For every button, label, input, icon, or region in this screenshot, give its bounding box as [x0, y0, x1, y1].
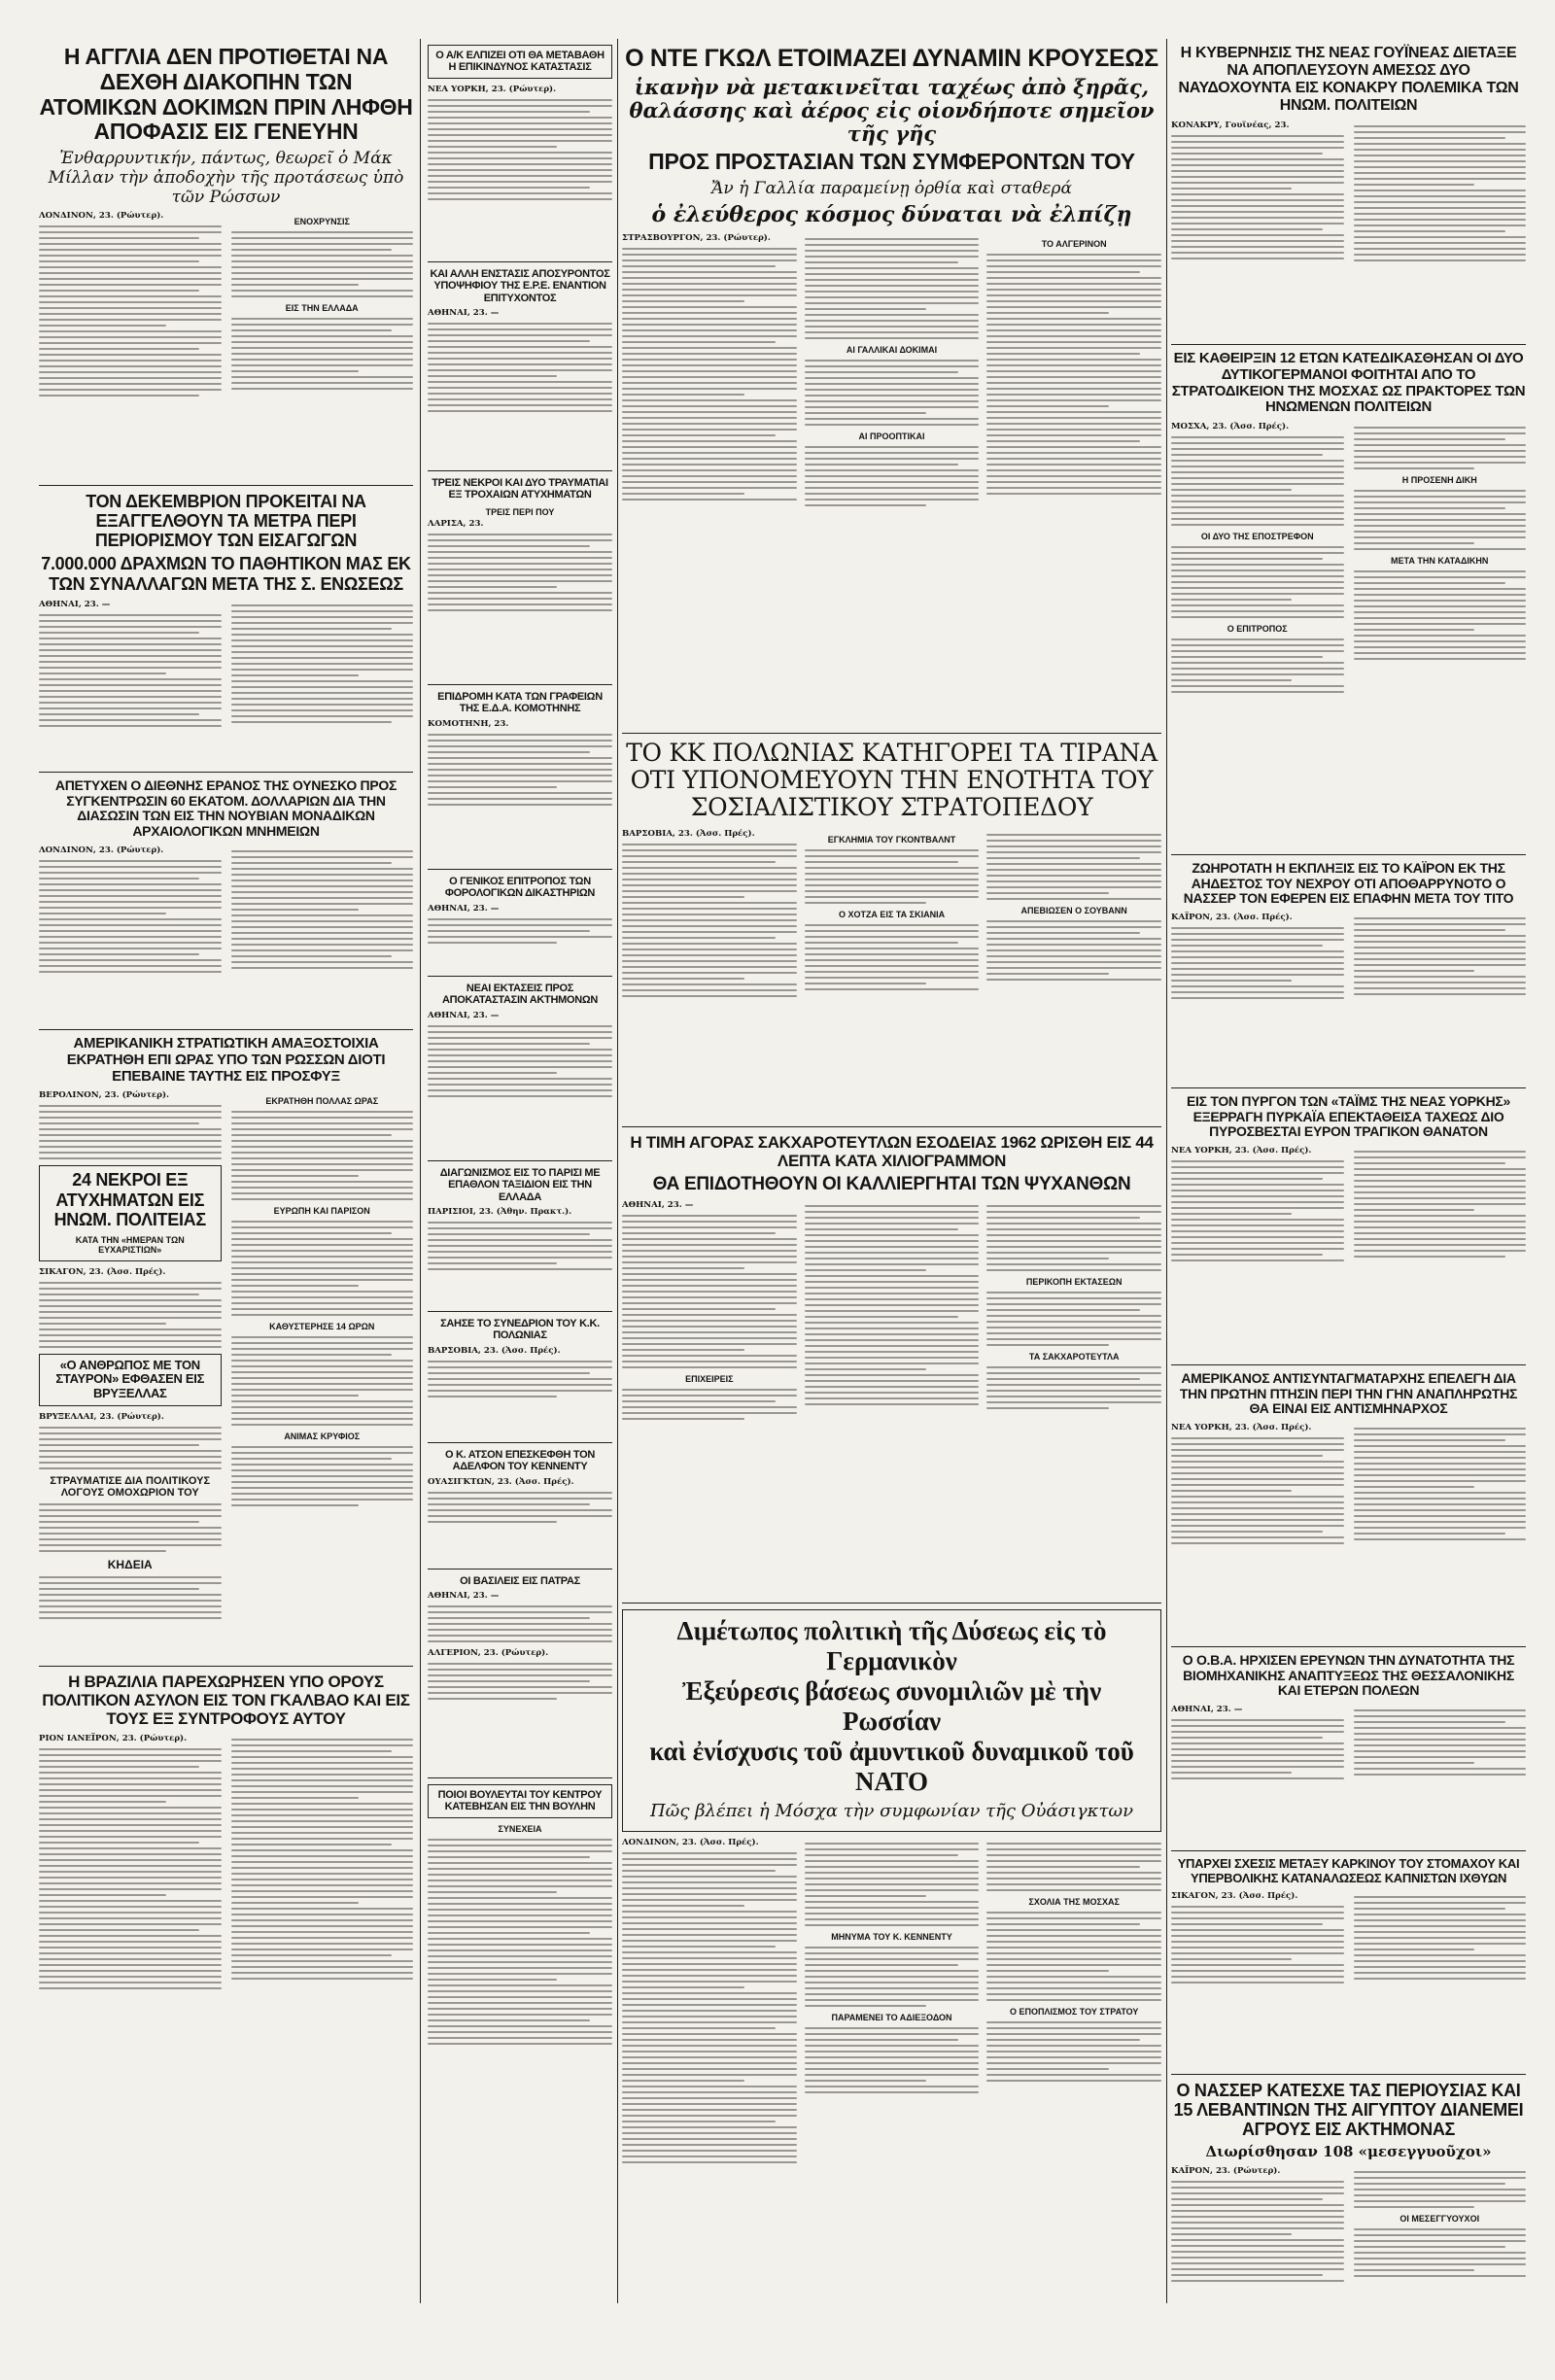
section-subhead: ΣΧΟΛΙΑ ΤΗΣ ΜΟΣΧΑΣ — [1028, 1897, 1120, 1908]
dateline: ΚΟΜΟΤΗΝΗ, 23. — [428, 718, 509, 729]
headline: ΕΙΣ ΚΑΘΕΙΡΞΙΝ 12 ΕΤΩΝ ΚΑΤΕΔΙΚΑΣΘΗΣΑΝ ΟΙ ΔΥΟ ΔΥΤΙΚΟΓΕΡΜΑΝΟΙ ΦΟΙΤΗΤΑΙ ΑΠΟ ΤΟ ΣΤΡΑΤΟΔΙΚΕΙΟΝ ΤΗΣ ΜΟΣΧΑΣ ΩΣ ΠΡΑΚΤΟΡΕΣ ΤΩΝ ΗΝΩΜΕΝΩΝ ΠΟΛΙΤΕΙΩΝ — [1171, 350, 1526, 416]
body-text-block — [1171, 638, 1344, 693]
headline: Ο ΝΑΣΣΕΡ ΚΑΤΕΣΧΕ ΤΑΣ ΠΕΡΙΟΥΣΙΑΣ ΚΑΙ 15 ΛΕΒΑΝΤΙΝΩΝ ΤΗΣ ΑΙΓΥΠΤΟΥ ΔΙΑΝΕΜΕΙ ΑΓΡΟΥΣ ΕΙΣ ΑΚΤΗΜΟΝΑΣ — [1173, 2081, 1524, 2140]
body-text-block — [428, 1361, 612, 1397]
section-subhead: Η ΠΡΟΣΕΝΗ ΔΙΚΗ — [1401, 475, 1477, 486]
article-stomach-cancer — [1171, 1851, 1526, 2075]
body-text-block — [1171, 546, 1344, 618]
body-text-block — [622, 1852, 797, 2163]
headline: 24 ΝΕΚΡΟΙ ΕΞ ΑΤΥΧΗΜΑΤΩΝ ΕΙΣ ΗΝΩΜ. ΠΟΛΙΤΕΙΑΣ — [53, 1170, 206, 1229]
body-text-block — [428, 1605, 612, 1642]
headline: Ἐξεύρεσις βάσεως συνομιλιῶν μὲ τὴν Ρωσσίαν — [681, 1676, 1102, 1737]
section-subhead: ΑΙ ΓΑΛΛΙΚΑΙ ΔΟΚΙΜΑΙ — [846, 345, 938, 356]
body-text-block — [231, 1221, 414, 1316]
dateline: ΝΕΑ ΥΟΡΚΗ, 23. (Ἀσσ. Πρές). — [1171, 1146, 1312, 1156]
section-subhead: ΠΑΡΑΜΕΝΕΙ ΤΟ ΑΔΙΕΞΟΔΟΝ — [831, 2013, 952, 2023]
subheadline: ἱκανὴν νὰ μετακινεῖται ταχέως ἀπὸ ξηρᾶς, θαλάσσης καὶ ἀέρος εἰς οἱονδήποτε σημεῖον τῆς γῆς — [629, 75, 1155, 147]
headline: ΕΠΙΔΡΟΜΗ ΚΑΤΑ ΤΩΝ ΓΡΑΦΕΙΩΝ ΤΗΣ Ε.Δ.Α. ΚΟΜΟΤΗΝΗΣ — [437, 691, 603, 715]
body-text-block — [805, 238, 980, 339]
article-us-train — [39, 1030, 413, 1667]
section-subhead: ΟΙ ΔΥΟ ΤΗΣ ΕΠΟΣΤΡΕΦΟΝ — [1200, 532, 1314, 542]
article-brazil-asylum — [39, 1667, 413, 2225]
body-text-block — [1354, 570, 1527, 660]
article-cairo-surprise — [1171, 855, 1526, 1088]
subheadline: ΚΑΤΑ ΤΗΝ «ΗΜΕΡΑΝ ΤΩΝ ΕΥΧΑΡΙΣΤΙΩΝ» — [75, 1234, 185, 1255]
article-tax-commissioner — [428, 870, 612, 977]
body-text-block — [805, 1205, 980, 1405]
body-text-block — [622, 1389, 797, 1420]
body-text-block — [986, 920, 1161, 981]
column-center — [622, 39, 1161, 2327]
subheadline: Διωρίσθησαν 108 «μεσεγγυοῦχοι» — [1205, 2143, 1492, 2161]
body-text-block — [428, 1663, 612, 1700]
dateline: ΒΑΡΣΟΒΙΑ, 23. (Ἀσσ. Πρές). — [428, 1345, 561, 1356]
body-text-block — [39, 225, 222, 397]
article-royals-patras — [428, 1569, 612, 1778]
body-text-block — [805, 360, 980, 426]
headline: Ο Α/Κ ΕΛΠΙΖΕΙ ΟΤΙ ΘΑ ΜΕΤΑΒΑΘΗ Η ΕΠΙΚΙΝΔΥΝΟΣ ΚΑΤΑΣΤΑΣΙΣ — [435, 50, 605, 74]
article-sugar-beets — [622, 1127, 1161, 1604]
article-de-gaulle — [622, 39, 1161, 734]
body-text-block — [1354, 917, 1527, 995]
article-imports-restriction — [39, 486, 413, 773]
dateline: ΚΑΪΡΟΝ, 23. (Ρώυτερ). — [1171, 2166, 1281, 2177]
article-guinea-ships — [1171, 39, 1526, 345]
dateline: ΣΙΚΑΓΟΝ, 23. (Ἀσσ. Πρές). — [1171, 1891, 1298, 1902]
body-text-block — [428, 99, 612, 200]
body-text-block — [1354, 427, 1527, 469]
body-text-block — [622, 248, 797, 500]
headline-box — [622, 1609, 1161, 1832]
article-west-policy-germany — [622, 1604, 1161, 2327]
section-subhead: ΤΟ ΑΛΓΕΡΙΝΟΝ — [1041, 239, 1107, 250]
body-text-block — [622, 1215, 797, 1368]
body-text-block — [39, 860, 222, 973]
article-man-with-cross — [39, 1354, 222, 1406]
body-text-block — [1354, 2228, 1527, 2277]
dateline: ΑΘΗΝΑΙ, 23. — — [428, 903, 500, 914]
headline: Η ΚΥΒΕΡΝΗΣΙΣ ΤΗΣ ΝΕΑΣ ΓΟΥΪΝΕΑΣ ΔΙΕΤΑΞΕ ΝΑ ΑΠΟΠΛΕΥΣΟΥΝ ΑΜΕΣΩΣ ΔΥΟ ΝΑΥΔΟΧΟΥΝΤΑ ΕΙΣ ΚΟΝΑΚΡΥ ΠΟΛΕΜΙΚΑ ΤΩΝ ΗΝΩΜ. ΠΟΛΙΤΕΙΩΝ — [1178, 45, 1519, 114]
body-text-block — [39, 1105, 222, 1159]
body-text-block — [805, 1947, 980, 2007]
body-text-block — [805, 924, 980, 990]
body-text-block — [1171, 1719, 1344, 1779]
headline: Ο ΓΕΝΙΚΟΣ ΕΠΙΤΡΟΠΟΣ ΤΩΝ ΦΟΡΟΛΟΓΙΚΩΝ ΔΙΚΑΣΤΗΡΙΩΝ — [444, 876, 596, 900]
section-subhead: ΜΗΝΥΜΑ ΤΟΥ Κ. ΚΕΝΝΕΝΤΥ — [831, 1932, 952, 1943]
dateline: ΛΑΡΙΣΑ, 23. — [428, 518, 484, 529]
dateline: ΚΑΪΡΟΝ, 23. (Ἀσσ. Πρές). — [1171, 913, 1293, 923]
section-subhead: ΤΡΕΙΣ ΠΕΡΙ ΠΟΥ — [485, 506, 555, 517]
body-text-block — [39, 1427, 222, 1469]
body-text-block — [231, 318, 414, 390]
dateline: ΠΑΡΙΣΙΟΙ, 23. (Ἀθην. Πρακτ.). — [428, 1206, 572, 1217]
body-text-block — [231, 604, 414, 723]
headline: Η ΒΡΑΖΙΛΙΑ ΠΑΡΕΧΩΡΗΣΕΝ ΥΠΟ ΟΡΟΥΣ ΠΟΛΙΤΙΚΟΝ ΑΣΥΛΟΝ ΕΙΣ ΤΟΝ ΓΚΑΛΒΑΟ ΚΑΙ ΕΙΣ ΤΟΥΣ ΕΞ ΣΥΝΤΡΟΦΟΥΣ ΑΥΤΟΥ — [42, 1673, 410, 1729]
section-subhead: ΟΙ ΜΕΣΕΓΓΥΟΥΧΟΙ — [1400, 2214, 1480, 2225]
article-ny-times-fire — [1171, 1088, 1526, 1365]
headline: ΤΟΝ ΔΕΚΕΜΒΡΙΟΝ ΠΡΟΚΕΙΤΑΙ ΝΑ ΕΞΑΓΓΕΛΘΟΥΝ ΤΑ ΜΕΤΡΑ ΠΕΡΙ ΠΕΡΙΟΡΙΣΜΟΥ ΤΩΝ ΕΙΣΑΓΩΓΩΝ — [86, 492, 366, 551]
dateline: ΡΙΟΝ ΙΑΝΕΪΡΟΝ, 23. (Ρώυτερ). — [39, 1734, 188, 1744]
body-text-block — [231, 1111, 414, 1200]
body-text-block — [986, 254, 1161, 495]
body-text-block — [1171, 1906, 1344, 1983]
headline: ΤΡΕΙΣ ΝΕΚΡΟΙ ΚΑΙ ΔΥΟ ΤΡΑΥΜΑΤΙΑΙ ΕΞ ΤΡΟΧΑΙΩΝ ΑΤΥΧΗΜΑΤΩΝ — [432, 477, 608, 501]
subheadline: Πῶς βλέπει ἡ Μόσχα τὴν συμφωνίαν τῆς Οὐάσιγκτων — [649, 1801, 1134, 1822]
headline: ΣΑΗΣΕ ΤΟ ΣΥΝΕΔΡΙΟΝ ΤΟΥ Κ.Κ. ΠΟΛΩΝΙΑΣ — [440, 1318, 600, 1342]
section-subhead: ΕΙΣ ΤΗΝ ΕΛΛΑΔΑ — [285, 303, 359, 313]
body-text-block — [1354, 1151, 1527, 1258]
body-text-block — [986, 1205, 1161, 1271]
column-left — [39, 39, 413, 2225]
headline: ΤΟ ΚΚ ΠΟΛΩΝΙΑΣ ΚΑΤΗΓΟΡΕΙ ΤΑ ΤΙΡΑΝΑ ΟΤΙ ΥΠΟΝΟΜΕΥΟΥΝ ΤΗΝ ΕΝΟΤΗΤΑ ΤΟΥ ΣΟΣΙΑΛΙΣΤΙΚΟΥ ΣΤΡΑΤΟΠΕΔΟΥ — [626, 739, 1158, 821]
section-subhead: ΕΝΟΧΡΥΝΣΙΣ — [294, 217, 350, 226]
article-traffic-accidents — [428, 471, 612, 685]
article-oba-research — [1171, 1647, 1526, 1851]
section-subhead: ΑΠΕΒΙΩΣΕΝ Ο ΣΟΥΒΑΝΝ — [1020, 906, 1127, 915]
body-text-block — [1171, 2181, 1344, 2282]
column-center-left — [428, 39, 612, 2210]
dateline: ΛΟΝΔΙΝΟΝ, 23. (Ρώυτερ). — [39, 211, 164, 221]
headline: ΑΜΕΡΙΚΑΝΟΣ ΑΝΤΙΣΥΝΤΑΓΜΑΤΑΡΧΗΣ ΕΠΕΛΕΓΗ ΔΙΑ ΤΗΝ ΠΡΩΤΗΝ ΠΤΗΣΙΝ ΠΕΡΙ ΤΗΝ ΓΗΝ ΑΝΑΠΛΗΡΩΤΗΣ ΘΑ ΕΙΝΑΙ ΕΙΣ ΑΝΤΙΣΜΗΝΑΡΧΟΣ — [1179, 1370, 1518, 1417]
dateline: ΟΥΑΣΙΓΚΤΩΝ, 23. (Ἀσσ. Πρές). — [428, 1476, 574, 1487]
headline-box — [428, 45, 612, 79]
body-text-block — [1171, 436, 1344, 526]
body-text-block — [1171, 1160, 1344, 1261]
body-text-block — [428, 1839, 612, 2045]
dateline: ΑΘΗΝΑΙ, 23. — — [39, 599, 111, 609]
headline: ΔΙΑΓΩΝΙΣΜΟΣ ΕΙΣ ΤΟ ΠΑΡΙΣΙ ΜΕ ΕΠΑΘΛΟΝ ΤΑΞΙΔΙΟΝ ΕΙΣ ΤΗΝ ΕΛΛΑΔΑ — [439, 1167, 601, 1203]
headline: Η ΑΓΓΛΙΑ ΔΕΝ ΠΡΟΤΙΘΕΤΑΙ ΝΑ ΔΕΧΘΗ ΔΙΑΚΟΠΗΝ ΤΩΝ ΑΤΟΜΙΚΩΝ ΔΟΚΙΜΩΝ ΠΡΙΝ ΛΗΦΘΗ ΑΠΟΦΑΣΙΣ ΕΙΣ ΓΕΝΕΥΗΝ — [39, 44, 413, 145]
article-paris-contest — [428, 1161, 612, 1312]
headline: ΟΙ ΒΑΣΙΛΕΙΣ ΕΙΣ ΠΑΤΡΑΣ — [460, 1575, 580, 1587]
dateline: ΝΕΑ ΥΟΡΚΗ, 23. (Ἀσσ. Πρές). — [1171, 1423, 1312, 1433]
body-text-block — [986, 1843, 1161, 1891]
body-text-block — [428, 1025, 612, 1097]
section-subhead: ΤΑ ΣΑΚΧΑΡΟΤΕΥΤΛΑ — [1028, 1352, 1120, 1362]
body-text-block — [231, 231, 414, 297]
section-subhead: ΜΕΤΑ ΤΗΝ ΚΑΤΑΔΙΚΗΝ — [1391, 556, 1489, 567]
headline: ΥΠΑΡΧΕΙ ΣΧΕΣΙΣ ΜΕΤΑΞΥ ΚΑΡΚΙΝΟΥ ΤΟΥ ΣΤΟΜΑΧΟΥ ΚΑΙ ΥΠΕΡΒΟΛΙΚΗΣ ΚΑΤΑΝΑΛΩΣΕΩΣ ΚΑΠΝΙΣΤΩΝ ΙΧΘΥΩΝ — [1177, 1856, 1520, 1885]
dateline: ΜΟΣΧΑ, 23. (Ἀσσ. Πρές). — [1171, 422, 1290, 432]
body-text-block — [1354, 1709, 1527, 1776]
body-text-block — [39, 1282, 222, 1348]
headline-funeral: ΚΗΔΕΙΑ — [107, 1557, 153, 1571]
body-text-block — [39, 1748, 222, 1989]
headline: Η ΤΙΜΗ ΑΓΟΡΑΣ ΣΑΚΧΑΡΟΤΕΥΤΛΩΝ ΕΣΟΔΕΙΑΣ 1962 ΩΡΙΣΘΗ ΕΙΣ 44 ΛΕΠΤΑ ΚΑΤΑ ΧΙΛΙΟΓΡΑΜΜΟΝ — [630, 1133, 1154, 1171]
body-text-block — [805, 446, 980, 506]
body-text-block — [1171, 135, 1344, 259]
body-text-block — [1354, 2171, 1527, 2208]
dateline: ΑΘΗΝΑΙ, 23. — — [1171, 1705, 1243, 1715]
section-subhead: Ο ΧΟΤΖΑ ΕΙΣ ΤΑ ΣΚΙΑΝΙΑ — [838, 910, 946, 919]
body-text-block — [622, 844, 797, 997]
subheadline: Ἐνθαρρυντικήν, πάντως, θεωρεῖ ὁ Μάκ Μίλλαν τὴν ἀποδοχὴν τῆς προτάσεως ὑπὸ τῶν Ρώσσων — [48, 149, 404, 207]
body-text-block — [39, 614, 222, 727]
section-subhead: ΕΥΡΩΠΗ ΚΑΙ ΠΑΡΙΣΟΝ — [273, 1206, 370, 1217]
body-text-block — [986, 1912, 1161, 2001]
dateline: ΝΕΑ ΥΟΡΚΗ, 23. (Ρώυτερ). — [428, 84, 557, 94]
section-subhead: ΠΕΡΙΚΟΠΗ ΕΚΤΑΣΕΩΝ — [1025, 1277, 1123, 1288]
body-text-block — [1354, 490, 1527, 550]
body-text-block — [231, 850, 414, 969]
body-text-block — [428, 734, 612, 806]
article-un-hope — [428, 39, 612, 262]
headline: «Ο ΑΝΘΡΩΠΟΣ ΜΕ ΤΟΝ ΣΤΑΥΡΟΝ» ΕΦΘΑΣΕΝ ΕΙΣ ΒΡΥΞΕΛΛΑΣ — [55, 1357, 205, 1400]
article-atson-kennedy — [428, 1443, 612, 1569]
article-moscow-students — [1171, 345, 1526, 855]
body-text-block — [986, 1366, 1161, 1409]
column-rule — [617, 39, 618, 2303]
article-eda-raid — [428, 685, 612, 870]
body-text-block — [1354, 1428, 1527, 1540]
headline-secondary: ΘΑ ΕΠΙΔΟΤΗΘΟΥΝ ΟΙ ΚΑΛΛΙΕΡΓΗΤΑΙ ΤΩΝ ΨΥΧΑΝΘΩΝ — [652, 1174, 1131, 1195]
body-text-block — [231, 1336, 414, 1426]
section-subhead: ΣΥΝΕΧΕΙΑ — [498, 1823, 542, 1834]
dateline: ΚΟΝΑΚΡΥ, Γουϊνέας, 23. — [1171, 120, 1290, 130]
dateline: ΑΛΓΕΡΙΟΝ, 23. (Ρώυτερ). — [428, 1648, 549, 1659]
headline: Ο Κ. ΑΤΣΟΝ ΕΠΕΣΚΕΦΘΗ ΤΟΝ ΑΔΕΛΦΟΝ ΤΟΥ ΚΕΝΝΕΝΤΥ — [444, 1449, 596, 1473]
article-astronaut — [1171, 1365, 1526, 1647]
dateline: ΒΑΡΣΟΒΙΑ, 23. (Ἀσσ. Πρές). — [622, 829, 755, 839]
dateline: ΛΟΝΔΙΝΟΝ, 23. (Ἀσσ. Πρές). — [622, 1838, 759, 1848]
article-accidents-us — [39, 1165, 222, 1260]
column-rule — [1166, 39, 1167, 2303]
section-subhead: ΕΠΙΧΕΙΡΕΙΣ — [685, 1374, 734, 1385]
body-text-block — [1171, 1437, 1344, 1544]
headline: ΕΙΣ ΤΟΝ ΠΥΡΓΟΝ ΤΩΝ «ΤΑΪΜΣ ΤΗΣ ΝΕΑΣ ΥΟΡΚΗΣ» ΕΞΕΡΡΑΓΗ ΠΥΡΚΑΪΑ ΕΠΕΚΤΑΘΕΙΣΑ ΤΑΧΕΩΣ ΔΙΟ ΠΥΡΟΣΒΕΣΤΑΙ ΕΥΡΟΝ ΤΡΑΓΙΚΟΝ ΘΑΝΑΤΟΝ — [1187, 1093, 1510, 1140]
headline: ΑΜΕΡΙΚΑΝΙΚΗ ΣΤΡΑΤΙΩΤΙΚΗ ΑΜΑΞΟΣΤΟΙΧΙΑ ΕΚΡΑΤΗΘΗ ΕΠΙ ΩΡΑΣ ΥΠΟ ΤΩΝ ΡΩΣΣΩΝ ΔΙΟΤΙ ΕΠΕΒΑΙΝΕ ΤΑΥΤΗΣ ΕΙΣ ΠΡΟΣΦΥΞ — [66, 1035, 386, 1085]
headline: καὶ ἐνίσχυσις τοῦ ἀμυντικοῦ δυναμικοῦ τοῦ ΝΑΤΟ — [649, 1737, 1134, 1797]
headline: ΚΑΙ ΑΛΛΗ ΕΝΣΤΑΣΙΣ ΑΠΟΣΥΡΟΝΤΟΣ ΥΠΟΨΗΦΙΟΥ ΤΗΣ Ε.Ρ.Ε. ΕΝΑΝΤΙΟΝ ΕΠΙΤΥΧΟΝΤΟΣ — [430, 268, 610, 304]
article-poland-congress — [428, 1312, 612, 1443]
headline: ΖΩΗΡΟΤΑΤΗ Η ΕΚΠΛΗΞΙΣ ΕΙΣ ΤΟ ΚΑΪΡΟΝ ΕΚ ΤΗΣ ΑΗΔΕΣΤΟΣ ΤΟΥ ΝΕΧΡΟΥ ΟΤΙ ΑΠΟΘΑΡΡΥΝΟΤΟ Ο ΝΑΣΣΕΡ ΤΟΝ ΕΦΕΡΕΝ ΕΙΣ ΕΠΑΦΗΝ ΜΕΤΑ ΤΟΥ ΤΙΤΟ — [1183, 860, 1514, 907]
section-subhead: ΕΓΚΛΗΜΙΑ ΤΟΥ ΓΚΟΝΤΒΑΛΝΤ — [827, 835, 956, 845]
body-text-block — [1354, 1896, 1527, 1980]
body-text-block — [428, 1222, 612, 1270]
dateline: ΒΡΥΞΕΛΛΑΙ, 23. (Ρώυτερ). — [39, 1411, 164, 1422]
body-text-block — [39, 1503, 222, 1552]
headline: Ο ΝΤΕ ΓΚΩΛ ΕΤΟΙΜΑΖΕΙ ΔΥΝΑΜΙΝ ΚΡΟΥΣΕΩΣ — [625, 45, 1158, 72]
dateline: ΑΘΗΝΑΙ, 23. — — [428, 307, 500, 318]
article-britain-atomic-tests — [39, 39, 413, 486]
body-text-block — [39, 1576, 222, 1619]
headline-secondary: ΠΡΟΣ ΠΡΟΣΤΑΣΙΑΝ ΤΩΝ ΣΥΜΦΕΡΟΝΤΩΝ ΤΟΥ — [648, 149, 1135, 175]
article-ere-objection — [428, 262, 612, 471]
quote-line: ὁ ἐλεύθερος κόσμος δύναται νὰ ἐλπίζῃ — [651, 202, 1132, 228]
article-land-distribution — [428, 977, 612, 1161]
body-text-block — [428, 1492, 612, 1523]
section-subhead: ΑΙ ΠΡΟΟΠΤΙΚΑΙ — [858, 431, 925, 442]
article-nasser-properties — [1171, 2075, 1526, 2380]
dateline: ΛΟΝΔΙΝΟΝ, 23. (Ρώυτερ). — [39, 845, 164, 855]
article-unesco — [39, 773, 413, 1030]
headline: ΑΠΕΤΥΧΕΝ Ο ΔΙΕΘΝΗΣ ΕΡΑΝΟΣ ΤΗΣ ΟΥΝΕΣΚΟ ΠΡΟΣ ΣΥΓΚΕΝΤΡΩΣΙΝ 60 ΕΚΑΤΟΜ. ΔΟΛΛΑΡΙΩΝ ΔΙΑ ΤΗΝ ΔΙΑΣΩΣΙΝ ΤΩΝ ΕΙΣ ΤΗΝ ΝΟΥΒΙΑΝ ΜΟΝΑΔΙΚΩΝ ΑΡΧΑΙΟΛΟΓΙΚΩΝ ΜΝΗΜΕΙΩΝ — [54, 777, 397, 840]
quote-line: Ἄν ἡ Γαλλία παραμείνῃ ὀρθία καὶ σταθερά — [710, 179, 1073, 199]
body-text-block — [428, 918, 612, 944]
column-right — [1171, 39, 1526, 2380]
body-text-block — [428, 323, 612, 412]
headline: ΣΤΡΑΥΜΑΤΙΣΕ ΔΙΑ ΠΟΛΙΤΙΚΟΥΣ ΛΟΓΟΥΣ ΟΜΟΧΩΡΙΟΝ ΤΟΥ — [50, 1474, 211, 1499]
dateline: ΣΙΚΑΓΟΝ, 23. (Ἀσσ. Πρές). — [39, 1266, 166, 1277]
article-center-deputies — [428, 1778, 612, 2210]
article-poland-tirana — [622, 734, 1161, 1127]
body-text-block — [986, 2021, 1161, 2082]
dateline: ΑΘΗΝΑΙ, 23. — — [428, 1591, 500, 1602]
body-text-block — [428, 534, 612, 611]
dateline: ΑΘΗΝΑΙ, 23. — — [622, 1200, 694, 1211]
body-text-block — [1354, 125, 1527, 261]
dateline: ΒΕΡΟΛΙΝΟΝ, 23. (Ρώυτερ). — [39, 1090, 170, 1101]
section-subhead: ΑΝΙΜΑΣ ΚΡΥΦΙΟΣ — [284, 1431, 361, 1442]
body-text-block — [1171, 927, 1344, 999]
body-text-block — [231, 1446, 414, 1506]
column-rule — [420, 39, 421, 2303]
headline: Διμέτωπος πολιτικὴ τῆς Δύσεως εἰς τὸ Γερμανικὸν — [676, 1616, 1107, 1676]
headline: ΝΕΑΙ ΕΚΤΑΣΕΙΣ ΠΡΟΣ ΑΠΟΚΑΤΑΣΤΑΣΙΝ ΑΚΤΗΜΟΝΩΝ — [441, 983, 599, 1007]
section-subhead: ΕΚΡΑΤΗΘΗ ΠΟΛΛΑΣ ΩΡΑΣ — [265, 1096, 379, 1107]
body-text-block — [805, 2027, 980, 2093]
section-subhead: Ο ΕΠΟΠΛΙΣΜΟΣ ΤΟΥ ΣΤΡΑΤΟΥ — [1009, 2007, 1139, 2018]
body-text-block — [986, 834, 1161, 900]
body-text-block — [805, 1843, 980, 1926]
headline: Ο Ο.Β.Α. ΗΡΧΙΣΕΝ ΕΡΕΥΝΩΝ ΤΗΝ ΔΥΝΑΤΟΤΗΤΑ ΤΗΣ ΒΙΟΜΗΧΑΝΙΚΗΣ ΑΝΑΠΤΥΞΕΩΣ ΤΗΣ ΘΕΣΣΑΛΟΝΙΚΗΣ ΚΑΙ ΕΤΕΡΩΝ ΠΟΛΕΩΝ — [1182, 1652, 1515, 1699]
dateline: ΑΘΗΝΑΙ, 23. — — [428, 1010, 500, 1020]
section-subhead: Ο ΕΠΙΤΡΟΠΟΣ — [1227, 624, 1288, 635]
body-text-block — [805, 849, 980, 904]
headline: ΠΟΙΟΙ ΒΟΥΛΕΥΤΑΙ ΤΟΥ ΚΕΝΤΡΟΥ ΚΑΤΕΒΗΣΑΝ ΕΙΣ ΤΗΝ ΒΟΥΛΗΝ — [437, 1789, 603, 1813]
section-subhead: ΚΑΘΥΣΤΕΡΗΣΕ 14 ΩΡΩΝ — [269, 1322, 375, 1332]
body-text-block — [231, 1739, 414, 1980]
dateline: ΣΤΡΑΣΒΟΥΡΓΟΝ, 23. (Ρώυτερ). — [622, 233, 771, 244]
headline-box — [428, 1784, 612, 1818]
body-text-block — [986, 1292, 1161, 1346]
headline-secondary: 7.000.000 ΔΡΑΧΜΩΝ ΤΟ ΠΑΘΗΤΙΚΟΝ ΜΑΣ ΕΚ ΤΩΝ ΣΥΝΑΛΛΑΓΩΝ ΜΕΤΑ ΤΗΣ Σ. ΕΝΩΣΕΩΣ — [41, 554, 411, 594]
